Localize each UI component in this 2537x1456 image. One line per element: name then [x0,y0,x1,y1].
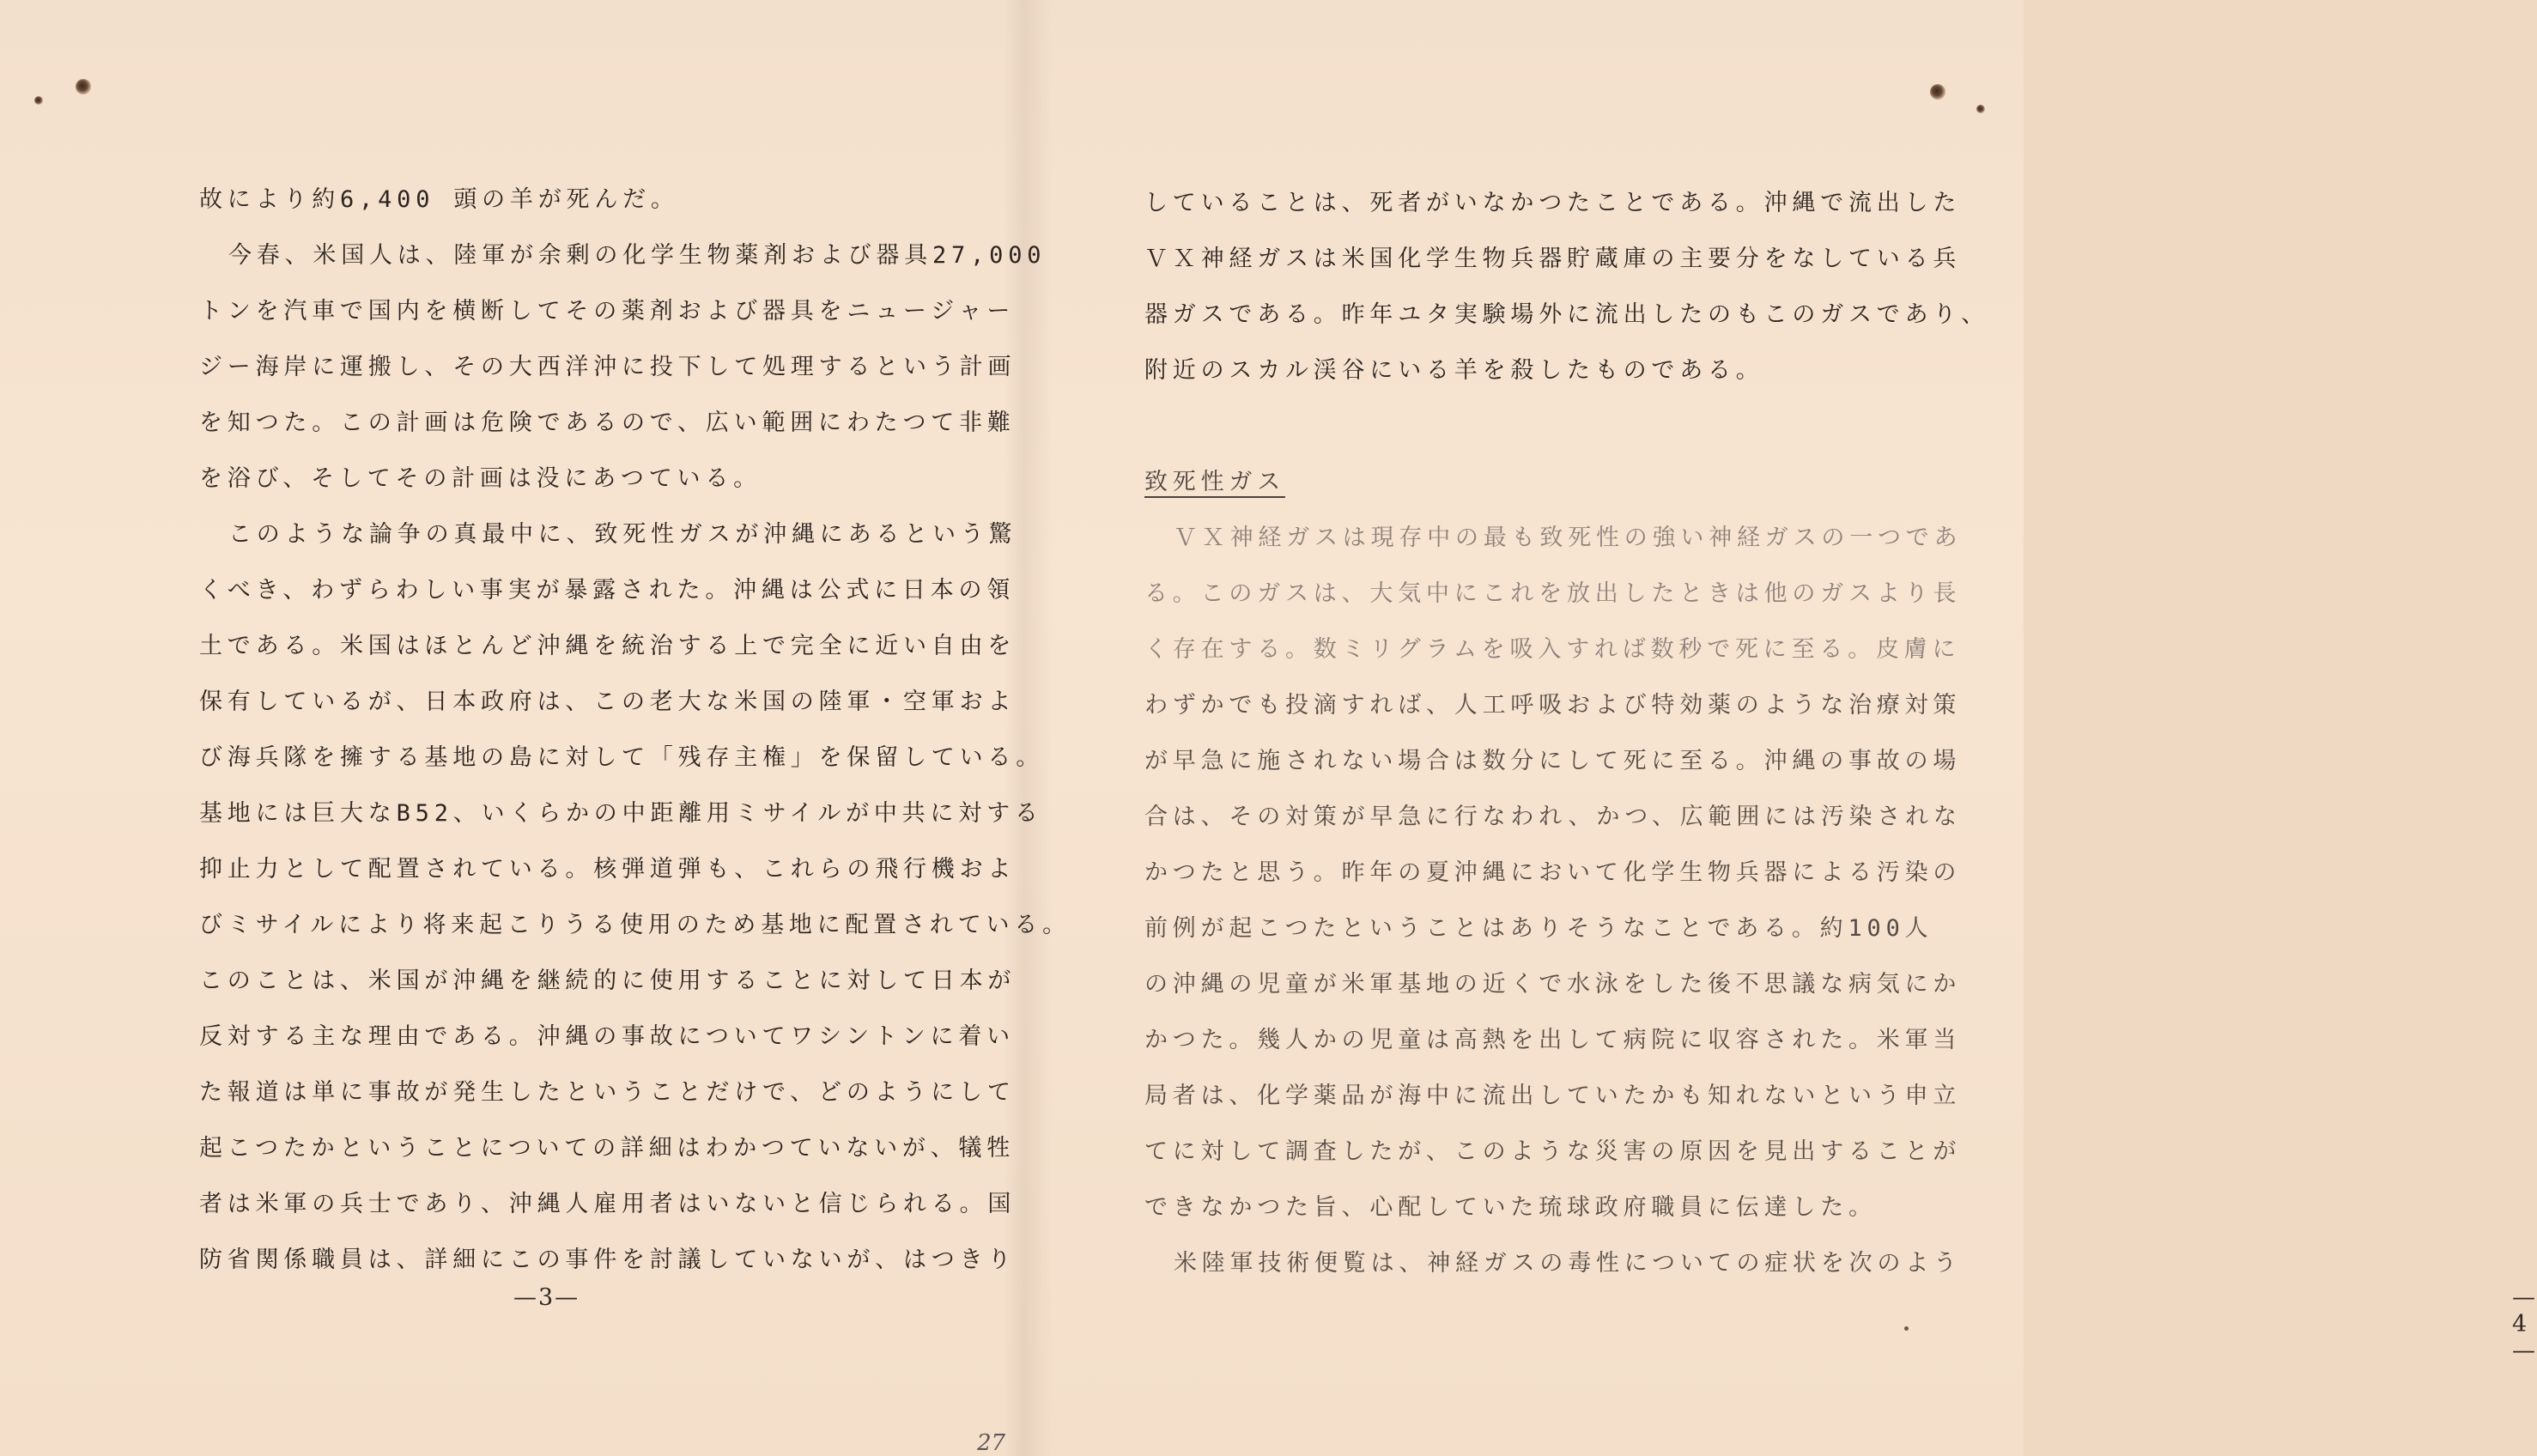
body-line: 基地には巨大なB52、いくらかの中距離用ミサイルが中共に対する [199,800,1043,827]
body-line: 米陸軍技術便覧は、神経ガスの毒性についての症状を次のよう [1174,1250,1962,1277]
body-line: トンを汽車で国内を横断してその薬剤および器具をニュージャー [199,298,1016,325]
body-line: わずかでも投滴すれば、人工呼吸および特効薬のような治療対策 [1144,692,1962,719]
body-line: かつたと思う。昨年の夏沖縄において化学生物兵器による汚染の [1144,859,1962,886]
body-line: 合は、その対策が早急に行なわれ、かつ、広範囲には汚染されな [1144,804,1962,830]
body-line: を知つた。この計画は危険であるので、広い範囲にわたつて非難 [199,410,1016,436]
body-line: このような論争の真最中に、致死性ガスが沖縄にあるという驚 [228,521,1017,548]
body-line: できなかつた旨、心配していた琉球政府職員に伝達した。 [1144,1194,1877,1221]
body-line: かつた。幾人かの児童は高熱を出して病院に収容された。米軍当 [1144,1027,1962,1053]
body-line: び海兵隊を擁する基地の島に対して「残存主権」を保留している。 [199,744,1044,771]
left-page [0,0,1071,1456]
body-line: くべき、わずらわしい事実が暴露された。沖縄は公式に日本の領 [199,577,1016,604]
body-line: 前例が起こつたということはありそうなことである。約100人 [1144,915,1933,942]
body-line: た報道は単に事故が発生したということだけで、どのようにして [199,1079,1016,1106]
body-line: ジー海岸に運搬し、その大西洋沖に投下して処理するという計画 [199,354,1017,380]
section-heading: 致死性ガス [1144,469,1285,495]
body-line: ＶＸ神経ガスは現存中の最も致死性の強い神経ガスの一つであ [1174,525,1963,551]
body-line: 今春、米国人は、陸軍が余剰の化学生物薬剤および器具27,000 [228,242,1047,269]
body-line: 器ガスである。昨年ユタ実験場外に流出したのもこのガスであり、 [1144,301,1989,328]
right-page-body [1144,175,1989,1291]
body-line: していることは、死者がいなかつたことである。沖縄で流出した [1144,190,1962,216]
left-page-body [199,172,1071,1288]
paragraph-gap [1144,398,1917,454]
right-page [1011,0,2537,1456]
body-line: 抑止力として配置されている。核弾道弾も、これらの飛行機およ [199,856,1017,883]
body-line: このことは、米国が沖縄を継続的に使用することに対して日本が [199,968,1017,994]
body-line: 故により約6,400 頭の羊が死んだ。 [199,186,679,213]
body-line: てに対して調査したが、このような災害の原因を見出することが [1144,1138,1962,1165]
body-line: ＶＸ神経ガスは米国化学生物兵器貯蔵庫の主要分をなしている兵 [1144,246,1962,272]
body-line: 局者は、化学薬品が海中に流出していたかも知れないという申立 [1144,1083,1962,1109]
body-line: 防省関係職員は、詳細にこの事件を討議していないが、はつきり [199,1247,1017,1273]
body-line: を浴び、そしてその計画は没にあつている。 [199,465,762,492]
body-line: 保有しているが、日本政府は、この老大な米国の陸軍・空軍およ [199,689,1017,715]
body-line: びミサイルにより将来起こりうる使用のため基地に配置されている。 [199,912,1071,938]
body-line: 土である。米国はほとんど沖縄を統治する上で完全に近い自由を [199,633,1017,659]
body-line: が早急に施されない場合は数分にして死に至る。沖縄の事故の場 [1144,748,1962,774]
archive-number: 27 [977,1430,1006,1456]
body-line: く存在する。数ミリグラムを吸入すれば数秒で死に至る。皮膚に [1144,636,1961,663]
body-line: 反対する主な理由である。沖縄の事故についてワシントンに着い [199,1023,1015,1050]
body-line: 起こつたかということについての詳細はわかつていないが、犠牲 [199,1135,1016,1162]
body-line: る。このガスは、大気中にこれを放出したときは他のガスより長 [1144,580,1962,607]
body-line: の沖縄の児童が米軍基地の近くで水泳をした後不思議な病気にか [1144,971,1962,998]
page-number: —3— [513,1284,580,1311]
body-line: 附近のスカル渓谷にいる羊を殺したものである。 [1144,357,1764,384]
page-number: —4— [2512,1284,2537,1364]
body-line: 者は米軍の兵士であり、沖縄人雇用者はいないと信じられる。国 [199,1191,1017,1217]
